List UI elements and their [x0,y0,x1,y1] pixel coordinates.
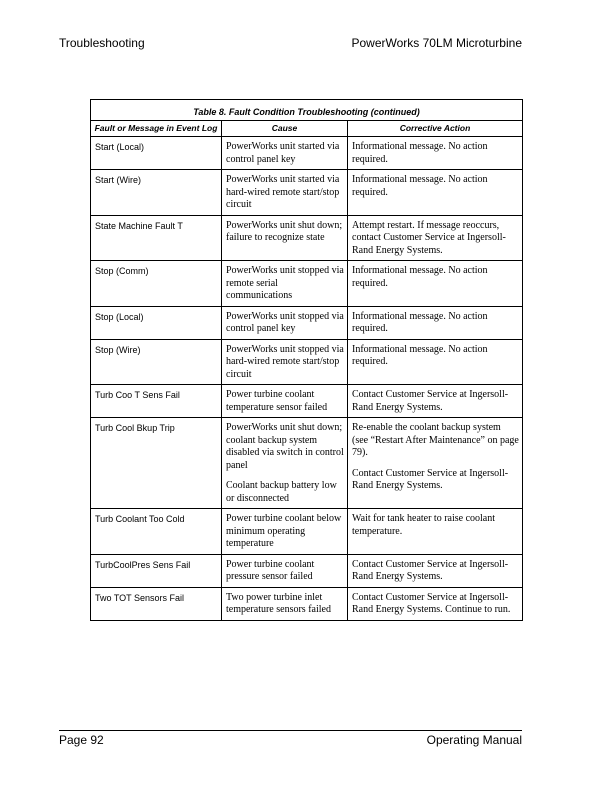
action-cell: Contact Customer Service at Ingersoll-Rand Energy Systems. Continue to run. [348,587,523,620]
cause-cell: Power turbine coolant below minimum operating temperature [222,509,348,555]
cause-text: PowerWorks unit shut down; coolant backup system disabled via switch in control panel [226,422,344,471]
action-cell: Informational message. No action required. [348,137,523,170]
cause-cell: PowerWorks unit shut down; failure to recognize state [222,215,348,261]
action-cell: Wait for tank heater to raise coolant temperature. [348,509,523,555]
cause-cell: PowerWorks unit started via hard-wired remote start/stop circuit [222,170,348,216]
action-cell: Informational message. No action required. [348,261,523,307]
table-caption: Table 8. Fault Condition Troubleshooting (continued) [91,100,523,121]
action-cell: Contact Customer Service at Ingersoll-Rand Energy Systems. [348,385,523,418]
cause-cell: Power turbine coolant temperature sensor failed [222,385,348,418]
table-row [91,587,523,620]
column-header-action: Corrective Action [348,121,523,137]
action-text: Re-enable the coolant backup system (see “Restart After Maintenance” on page 79). [352,422,519,458]
fault-cell: State Machine Fault T [91,215,222,261]
table-row [91,261,523,307]
table-header-row [91,121,523,137]
fault-cell: Stop (Local) [91,306,222,339]
table-caption-row [91,100,523,121]
fault-cell: Turb Cool Bkup Trip [91,418,222,509]
table-row [91,339,523,385]
fault-cell: Two TOT Sensors Fail [91,587,222,620]
fault-cell: Start (Local) [91,137,222,170]
header-section-title: Troubleshooting [59,36,145,50]
table-row [91,418,523,509]
table-row [91,170,523,216]
footer-divider [59,730,522,731]
table-row [91,306,523,339]
table-row [91,509,523,555]
fault-troubleshooting-table [90,99,523,621]
cause-cell [222,418,348,509]
column-header-fault: Fault or Message in Event Log [91,121,222,137]
cause-cell: PowerWorks unit started via control panel key [222,137,348,170]
cause-cell: PowerWorks unit stopped via hard-wired remote start/stop circuit [222,339,348,385]
fault-cell: Stop (Wire) [91,339,222,385]
cause-cell: PowerWorks unit stopped via control panel key [222,306,348,339]
fault-cell: Stop (Comm) [91,261,222,307]
action-cell: Informational message. No action required. [348,306,523,339]
action-cell: Attempt restart. If message reoccurs, contact Customer Service at Ingersoll-Rand Energy Systems. [348,215,523,261]
action-cell: Contact Customer Service at Ingersoll-Rand Energy Systems. [348,554,523,587]
cause-cell: PowerWorks unit stopped via remote serial communications [222,261,348,307]
action-cell: Informational message. No action required. [348,170,523,216]
table-row [91,554,523,587]
fault-cell: Start (Wire) [91,170,222,216]
fault-cell: TurbCoolPres Sens Fail [91,554,222,587]
spacer [226,472,344,480]
action-cell [348,418,523,509]
column-header-cause: Cause [222,121,348,137]
cause-cell: Power turbine coolant pressure sensor failed [222,554,348,587]
fault-cell: Turb Coolant Too Cold [91,509,222,555]
table-row [91,215,523,261]
action-cell: Informational message. No action required. [348,339,523,385]
spacer [352,460,519,468]
fault-cell: Turb Coo T Sens Fail [91,385,222,418]
header-document-title: PowerWorks 70LM Microturbine [351,36,522,50]
table-row [91,385,523,418]
action-text-secondary: Contact Customer Service at Ingersoll-Rand Energy Systems. [352,467,509,491]
cause-text-secondary: Coolant backup battery low or disconnected [226,480,337,504]
footer-manual-title: Operating Manual [426,733,522,747]
table-row [91,137,523,170]
cause-cell: Two power turbine inlet temperature sensors failed [222,587,348,620]
footer-page-number: Page 92 [59,733,104,747]
